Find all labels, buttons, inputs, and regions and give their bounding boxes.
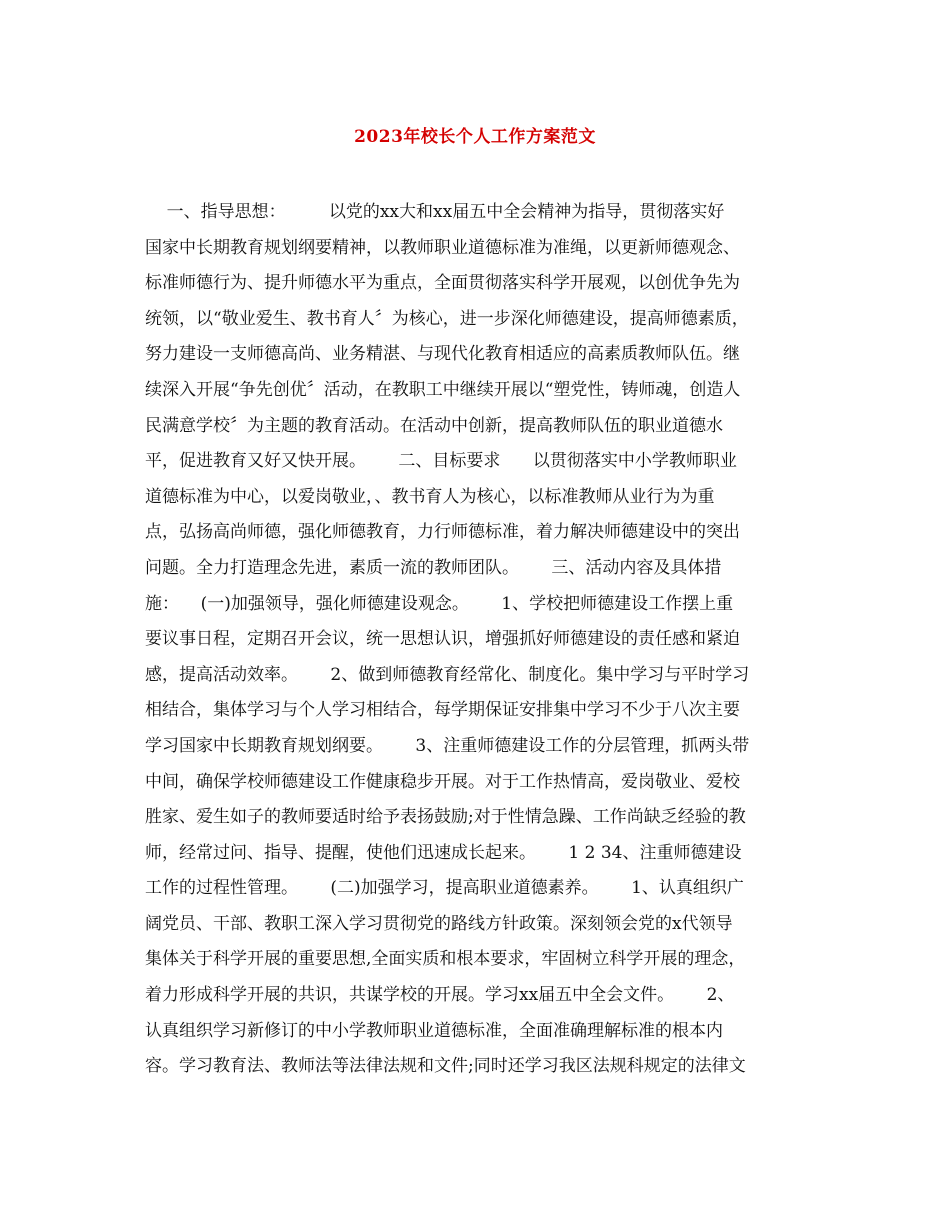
body-line: 学习国家中长期教育规划纲要。 3、注重师德建设工作的分层管理，抓两头带: [145, 735, 750, 756]
body-line: 问题。全力打造理念先进，素质一流的教师团队。 三、活动内容及具体措: [145, 557, 722, 578]
body-line: 标准师德行为、提升师德水平为重点，全面贯彻落实科学开展观，以创优争先为: [145, 273, 740, 294]
body-line: 相结合，集体学习与个人学习相结合，每学期保证安排集中学习不少于八次主要: [145, 700, 740, 721]
body-line: 施： (一)加强领导，强化师德建设观念。 1、学校把师德建设工作摆上重: [145, 593, 734, 614]
body-line: 道德标准为中心，以爱岗敬业，、教书育人为核心，以标准教师从业行为为重: [145, 486, 715, 507]
body-line: 要议事日程，定期召开会议，统一思想认识，增强抓好师德建设的责任感和紧迫: [145, 629, 740, 650]
body-line: 努力建设一支师德高尚、业务精湛、与现代化教育相适应的高素质教师队伍。继: [145, 344, 740, 365]
body-line: 国家中长期教育规划纲要精神，以教师职业道德标准为准绳，以更新师德观念、: [145, 237, 740, 258]
body-line: 师，经常过问、指导、提醒，使他们迅速成长起来。 1 2 34、注重师德建设: [145, 842, 742, 863]
body-line: 续深入开展“争先创优〞活动，在教职工中继续开展以“塑党性，铸师魂，创造人: [145, 379, 741, 400]
document-body: [145, 195, 805, 1085]
body-line: 统领，以“敬业爱生、教书育人〞为核心，进一步深化师德建设，提高师德素质，: [145, 308, 749, 329]
body-line: 平，促进教育又好又快开展。 二、目标要求 以贯彻落实中小学教师职业: [145, 451, 737, 472]
body-line: 工作的过程性管理。 (二)加强学习，提高职业道德素养。 1、认真组织广: [145, 878, 744, 899]
body-line: 阔党员、干部、教职工深入学习贯彻党的路线方针政策。深刻领会党的x代领导: [145, 913, 733, 934]
body-line: 民满意学校〞为主题的教育活动。在活动中创新，提高教师队伍的职业道德水: [145, 415, 723, 436]
body-line: 着力形成科学开展的共识，共谋学校的开展。学习xx届五中全会文件。 2、: [145, 985, 735, 1006]
document-title: 2023年校长个人工作方案范文: [354, 127, 596, 147]
body-line: 感，提高活动效率。 2、做到师德教育经常化、制度化。集中学习与平时学习: [145, 664, 750, 685]
body-line: 点，弘扬高尚师德，强化师德教育，力行师德标准，着力解决师德建设中的突出: [145, 522, 740, 543]
body-line: 容。学习教育法、教师法等法律法规和文件;同时还学习我区法规科规定的法律文: [145, 1056, 746, 1077]
body-line: 认真组织学习新修订的中小学教师职业道德标准，全面准确理解标准的根本内: [145, 1020, 723, 1041]
body-line: 胜家、爱生如子的教师要适时给予表扬鼓励;对于性情急躁、工作尚缺乏经验的教: [145, 807, 746, 828]
body-line: 中间，确保学校师德建设工作健康稳步开展。对于工作热情高，爱岗敬业、爱校: [145, 771, 740, 792]
body-line: 一、指导思想： 以党的xx大和xx届五中全会精神为指导，贯彻落实好: [145, 202, 725, 222]
body-line: 集体关于科学开展的重要思想,全面实质和根本要求，牢固树立科学开展的理念，: [145, 949, 746, 970]
